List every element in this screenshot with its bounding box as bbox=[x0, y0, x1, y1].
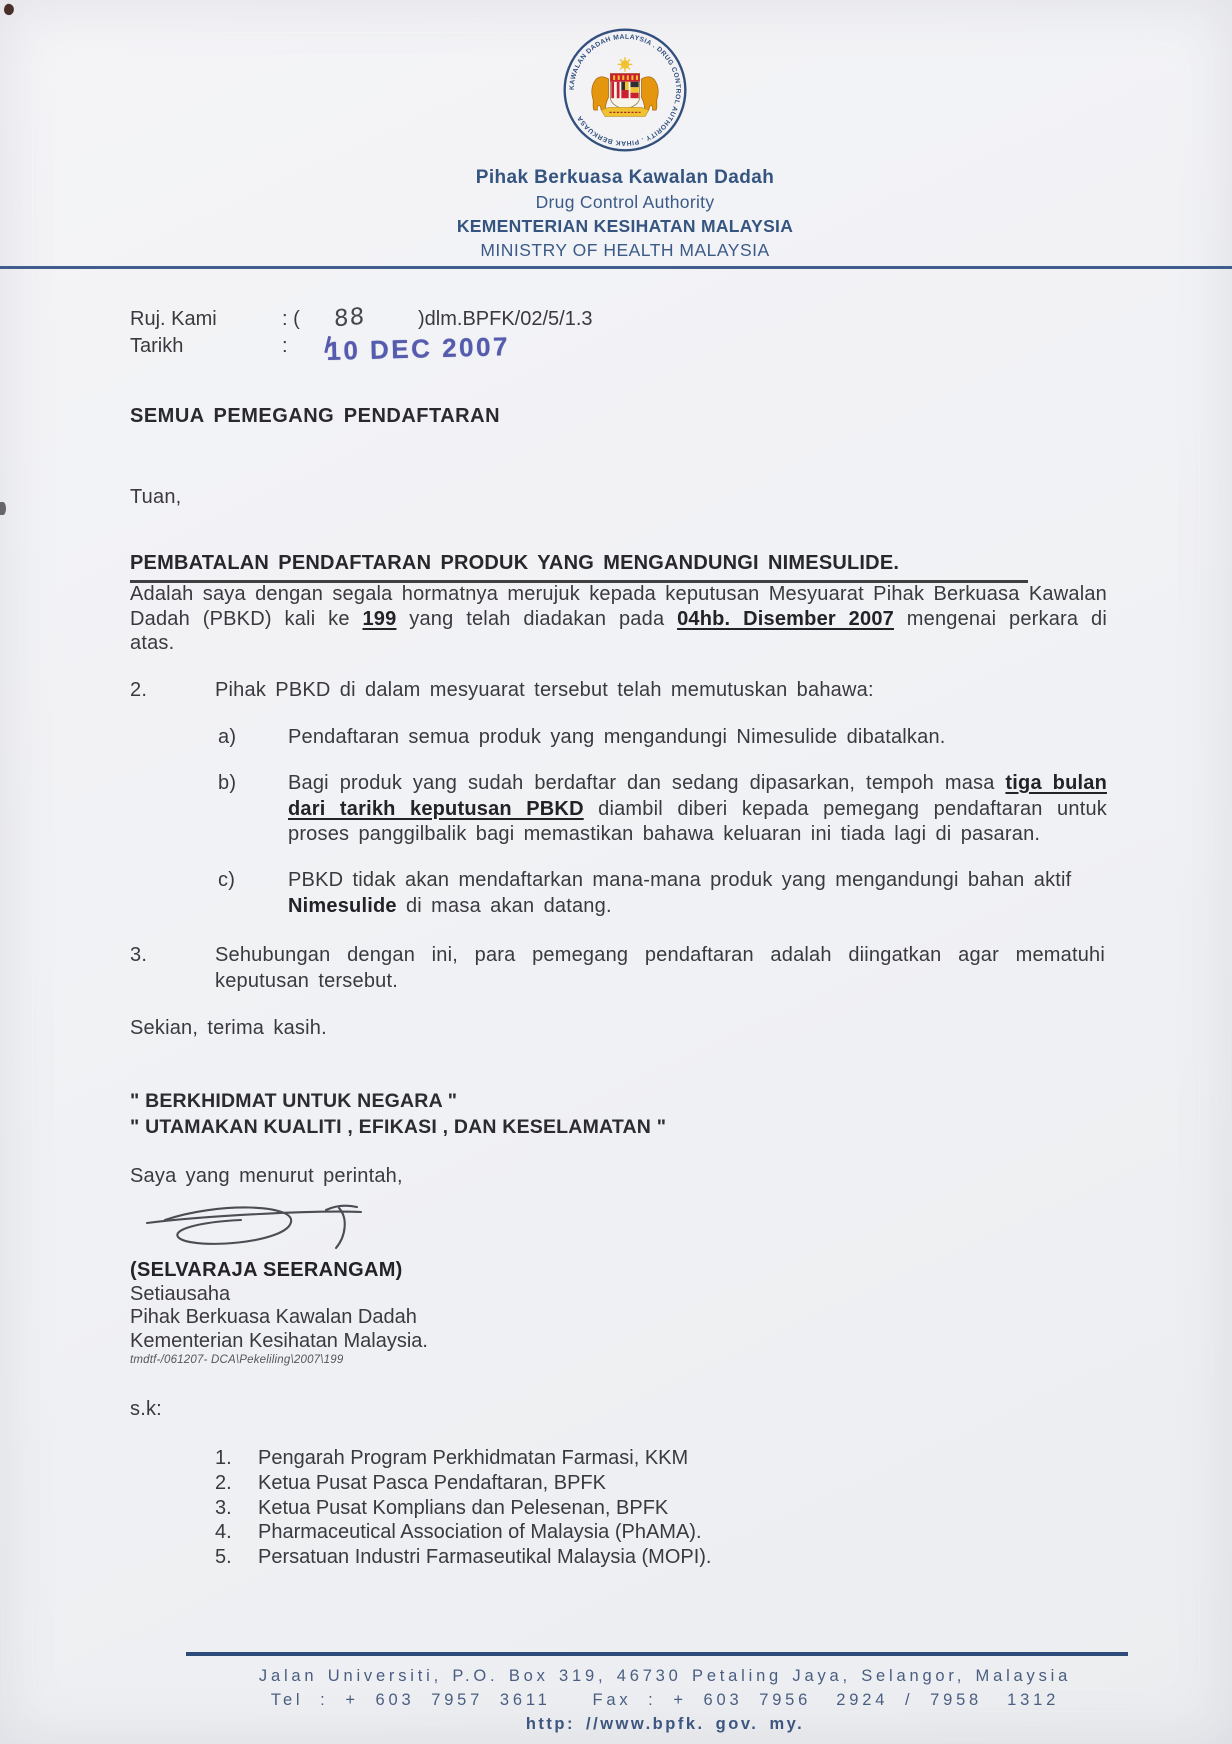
cc-item-text: Ketua Pusat Pasca Pendaftaran, BPFK bbox=[258, 1471, 606, 1494]
reference-block bbox=[130, 303, 850, 378]
signatory-title: Setiausaha bbox=[130, 1282, 231, 1305]
slogan-2: " UTAMAKAN KUALITI , EFIKASI , DAN KESELAMATAN " bbox=[130, 1115, 667, 1138]
recipient-line: SEMUA PEMEGANG PENDAFTARAN bbox=[130, 405, 501, 427]
three-month-deadline: tiga bulan dari tarikh keputusan PBKD bbox=[288, 772, 1107, 820]
cc-item-text: Persatuan Industri Farmaseutikal Malaysia (MOPI). bbox=[258, 1546, 712, 1569]
cc-item bbox=[215, 1545, 712, 1570]
cc-item bbox=[215, 1496, 712, 1521]
sub-item-text: Pendaftaran semua produk yang mengandungi Nimesulide dibatalkan. bbox=[288, 726, 946, 748]
ref-label: Ruj. Kami bbox=[130, 308, 217, 330]
closing-line: Sekian, terima kasih. bbox=[130, 1017, 327, 1039]
paragraph-1-text: yang telah diadakan pada bbox=[396, 607, 678, 630]
meeting-number: 199 bbox=[362, 607, 397, 630]
drug-control-authority-seal bbox=[561, 26, 689, 154]
sub-item-text bbox=[288, 868, 1107, 919]
slogan-block bbox=[130, 1089, 666, 1140]
cc-item bbox=[215, 1520, 712, 1545]
subject-heading: PEMBATALAN PENDAFTARAN PRODUK YANG MENGANDUNGI NIMESULIDE. bbox=[130, 551, 1028, 583]
salutation: Tuan, bbox=[130, 486, 182, 508]
footer-block bbox=[190, 1664, 1140, 1736]
footer-divider bbox=[186, 1652, 1128, 1656]
footer-website: http: //www.bpfk. gov. my. bbox=[525, 1715, 805, 1733]
footer-tel-fax: Tel : + 603 7957 3611 Fax : + 603 7956 2924 / 7958 1312 bbox=[270, 1691, 1060, 1709]
numbered-item-2 bbox=[130, 678, 1107, 703]
sub-item-b bbox=[130, 771, 1195, 848]
scan-artifact-edge-mark bbox=[0, 502, 6, 515]
substance-name: Nimesulide bbox=[288, 894, 397, 917]
ministry-name-english: MINISTRY OF HEALTH MALAYSIA bbox=[480, 240, 770, 260]
date-stamp-text: 10 DEC 2007 bbox=[326, 331, 511, 366]
letterhead bbox=[9, 0, 1232, 262]
sub-item-c-text: di masa akan datang. bbox=[396, 894, 612, 917]
ref-value: )dlm.BPFK/02/5/1.3 bbox=[418, 308, 593, 330]
footer-address: Jalan Universiti, P.O. Box 319, 46730 Petaling Jaya, Selangor, Malaysia bbox=[258, 1667, 1072, 1685]
cc-label: s.k: bbox=[130, 1398, 162, 1420]
item-number: 2. bbox=[130, 679, 148, 701]
sub-item-letter: c) bbox=[218, 869, 236, 891]
malaysia-coat-of-arms-icon bbox=[592, 57, 658, 116]
cc-item bbox=[215, 1471, 712, 1496]
handwritten-signature bbox=[143, 1198, 378, 1256]
cc-item bbox=[215, 1446, 712, 1471]
item-number: 3. bbox=[130, 944, 148, 966]
cc-item-number: 1. bbox=[215, 1447, 232, 1469]
numbered-item-3 bbox=[130, 943, 1107, 994]
signatory-name: (SELVARAJA SEERANGAM) bbox=[130, 1259, 403, 1281]
item-text: Sehubungan dengan ini, para pemegang pendaftaran adalah diingatkan agar mematuhi keputusan tersebut. bbox=[215, 944, 1105, 992]
sub-item-letter: b) bbox=[218, 772, 237, 794]
cc-item-text: Pharmaceutical Association of Malaysia (PhAMA). bbox=[258, 1521, 702, 1544]
handwritten-ref-number: 88 bbox=[333, 303, 366, 333]
sign-off-intro: Saya yang menurut perintah, bbox=[130, 1165, 403, 1187]
paragraph-1-text: Adalah saya dengan segala hormatnya merujuk kepada keputusan Mesyuarat Pihak Berkuasa Kawalan Dadah (PBKD) kali ke bbox=[130, 583, 1107, 630]
cc-item-number: 4. bbox=[215, 1521, 232, 1544]
seal-circular-text: KAWALAN DADAH MALAYSIA . DRUG CONTROL AUTHORITY . PIHAK BERKUASA bbox=[568, 33, 682, 147]
ref-colon-paren: : ( bbox=[282, 308, 300, 330]
cc-list bbox=[215, 1446, 712, 1570]
sub-item-b-text: Bagi produk yang sudah berdaftar dan sedang dipasarkan, tempoh masa bbox=[288, 772, 1006, 794]
org-name-english: Drug Control Authority bbox=[535, 192, 715, 212]
sub-item-a bbox=[130, 725, 1195, 750]
file-reference: tmdtf-/061207- DCA\Pekeliling\2007\199 bbox=[130, 1354, 344, 1366]
sub-item-letter: a) bbox=[218, 726, 237, 748]
slogan-1: " BERKHIDMAT UNTUK NEGARA " bbox=[130, 1090, 458, 1112]
date-label: Tarikh bbox=[130, 335, 184, 357]
meeting-date: 04hb. Disember 2007 bbox=[677, 607, 894, 630]
cc-item-number: 2. bbox=[215, 1471, 232, 1494]
item-text: Pihak PBKD di dalam mesyuarat tersebut telah memutuskan bahawa: bbox=[215, 679, 874, 701]
paragraph-1 bbox=[130, 582, 1107, 656]
header-divider bbox=[0, 266, 1232, 269]
signatory-block bbox=[130, 1259, 428, 1368]
paragraph-1-text: mengenai perkara di atas. bbox=[130, 607, 1107, 654]
cc-item-number: 3. bbox=[215, 1496, 232, 1519]
cc-item-text: Ketua Pusat Komplians dan Pelesenan, BPFK bbox=[258, 1496, 669, 1519]
signatory-org-1: Pihak Berkuasa Kawalan Dadah bbox=[130, 1306, 417, 1328]
sub-item-text bbox=[288, 771, 1107, 848]
ministry-name-malay: KEMENTERIAN KESIHATAN MALAYSIA bbox=[456, 216, 794, 236]
cc-item-number: 5. bbox=[215, 1546, 232, 1569]
signatory-org-2: Kementerian Kesihatan Malaysia. bbox=[130, 1329, 428, 1352]
sub-item-c bbox=[130, 868, 1195, 919]
sub-item-c-text: PBKD tidak akan mendaftarkan mana-mana produk yang mengandungi bahan aktif bbox=[288, 869, 1072, 891]
date-colon: : bbox=[282, 335, 288, 357]
cc-item-text: Pengarah Program Perkhidmatan Farmasi, KKM bbox=[258, 1447, 689, 1469]
org-name-malay: Pihak Berkuasa Kawalan Dadah bbox=[475, 167, 775, 188]
sub-item-b-text: diambil diberi kepada pemegang pendaftaran untuk proses panggilbalik bagi memastikan bahawa keluaran ini tiada lagi di pasaran. bbox=[288, 797, 1107, 845]
